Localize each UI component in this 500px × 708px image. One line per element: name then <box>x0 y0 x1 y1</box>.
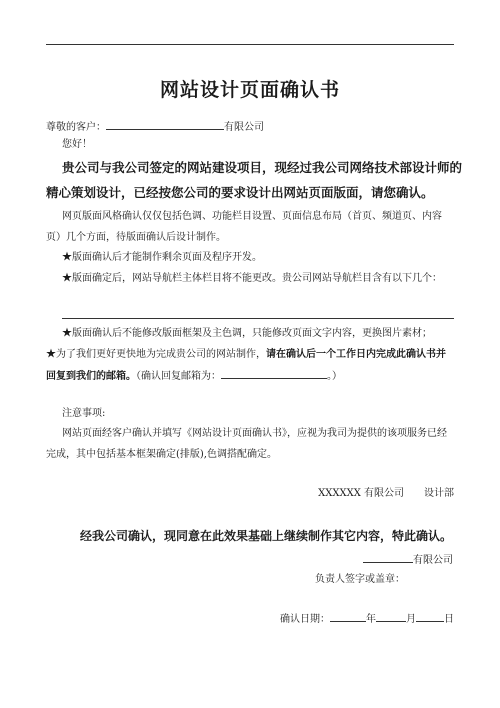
intro-line-1: 贵公司与我公司签定的网站建设项目，现经过我公司网络技术部设计师的 <box>62 160 463 175</box>
navigation-items-blank[interactable] <box>62 318 454 319</box>
date-year-blank[interactable] <box>330 611 366 622</box>
client-name-blank[interactable] <box>106 119 224 130</box>
document-title: 网站设计页面确认书 <box>159 79 340 101</box>
date-day-label: 日 <box>444 614 454 625</box>
scope-line-1: 网页版面风格确认仅仅包括色调、功能栏目设置、页面信息布局（首页、频道页、内容 <box>62 211 442 222</box>
star-item-1: ★版面确认后才能制作剩余页面及程序开发。 <box>62 252 262 263</box>
scope-line-2: 页）几个方面，待版面确认后设计制作。 <box>46 232 226 243</box>
star-item-4-bold: 请在确认后一个工作日内完成此确认书并 <box>266 349 446 360</box>
reply-email-blank[interactable] <box>221 368 327 379</box>
date-label: 确认日期： <box>280 614 330 625</box>
date-line <box>280 611 454 627</box>
greeting: 您好！ <box>62 139 92 150</box>
signature-label: 负责人签字或盖章： <box>315 574 405 585</box>
star-item-2: ★版面确定后，网站导航栏主体栏目将不能更改。贵公司网站导航栏目含有以下几个： <box>62 273 442 284</box>
reply-email-suffix: 。） <box>327 371 342 382</box>
date-month-label: 月 <box>406 614 416 625</box>
salutation-line <box>46 119 264 135</box>
star-item-4-line-2 <box>46 368 342 384</box>
star-item-4-plain: ★为了我们更好更快地为完成贵公司的网站制作， <box>46 349 266 360</box>
star-item-3: ★版面确认后不能修改版面框架及主色调，只能修改页面文字内容，更换图片素材； <box>62 328 432 339</box>
company-signature: XXXXXX 有限公司 设计部 <box>318 488 454 499</box>
confirm-statement: 经我公司确认，现同意在此效果基础上继续制作其它内容，特此确认。 <box>80 529 453 543</box>
date-day-blank[interactable] <box>416 611 444 622</box>
notes-line-2: 完成，其中包括基本框架确定(排版),色调搭配确定。 <box>46 449 277 460</box>
intro-line-2: 精心策划设计，已经按您公司的要求设计出网站页面版面，请您确认。 <box>46 185 434 200</box>
notes-title: 注意事项: <box>62 408 106 419</box>
notes-line-1: 网站页面经客户确认并填写《网站设计页面确认书》，应视为我司为提供的该项服务已经 <box>62 428 447 439</box>
salutation-prefix: 尊敬的客户： <box>46 122 106 133</box>
star-item-4-bold-2: 回复到我们的邮箱。 <box>46 371 136 382</box>
client-company-blank[interactable] <box>363 552 413 563</box>
reply-email-prefix: （确认回复邮箱为： <box>136 371 221 382</box>
top-divider <box>46 44 454 45</box>
client-company-suffix: 有限公司 <box>413 555 453 566</box>
star-item-4-line-1 <box>46 348 446 362</box>
date-month-blank[interactable] <box>376 611 406 622</box>
date-year-label: 年 <box>366 614 376 625</box>
client-company-line <box>363 552 453 568</box>
salutation-suffix: 有限公司 <box>224 122 264 133</box>
